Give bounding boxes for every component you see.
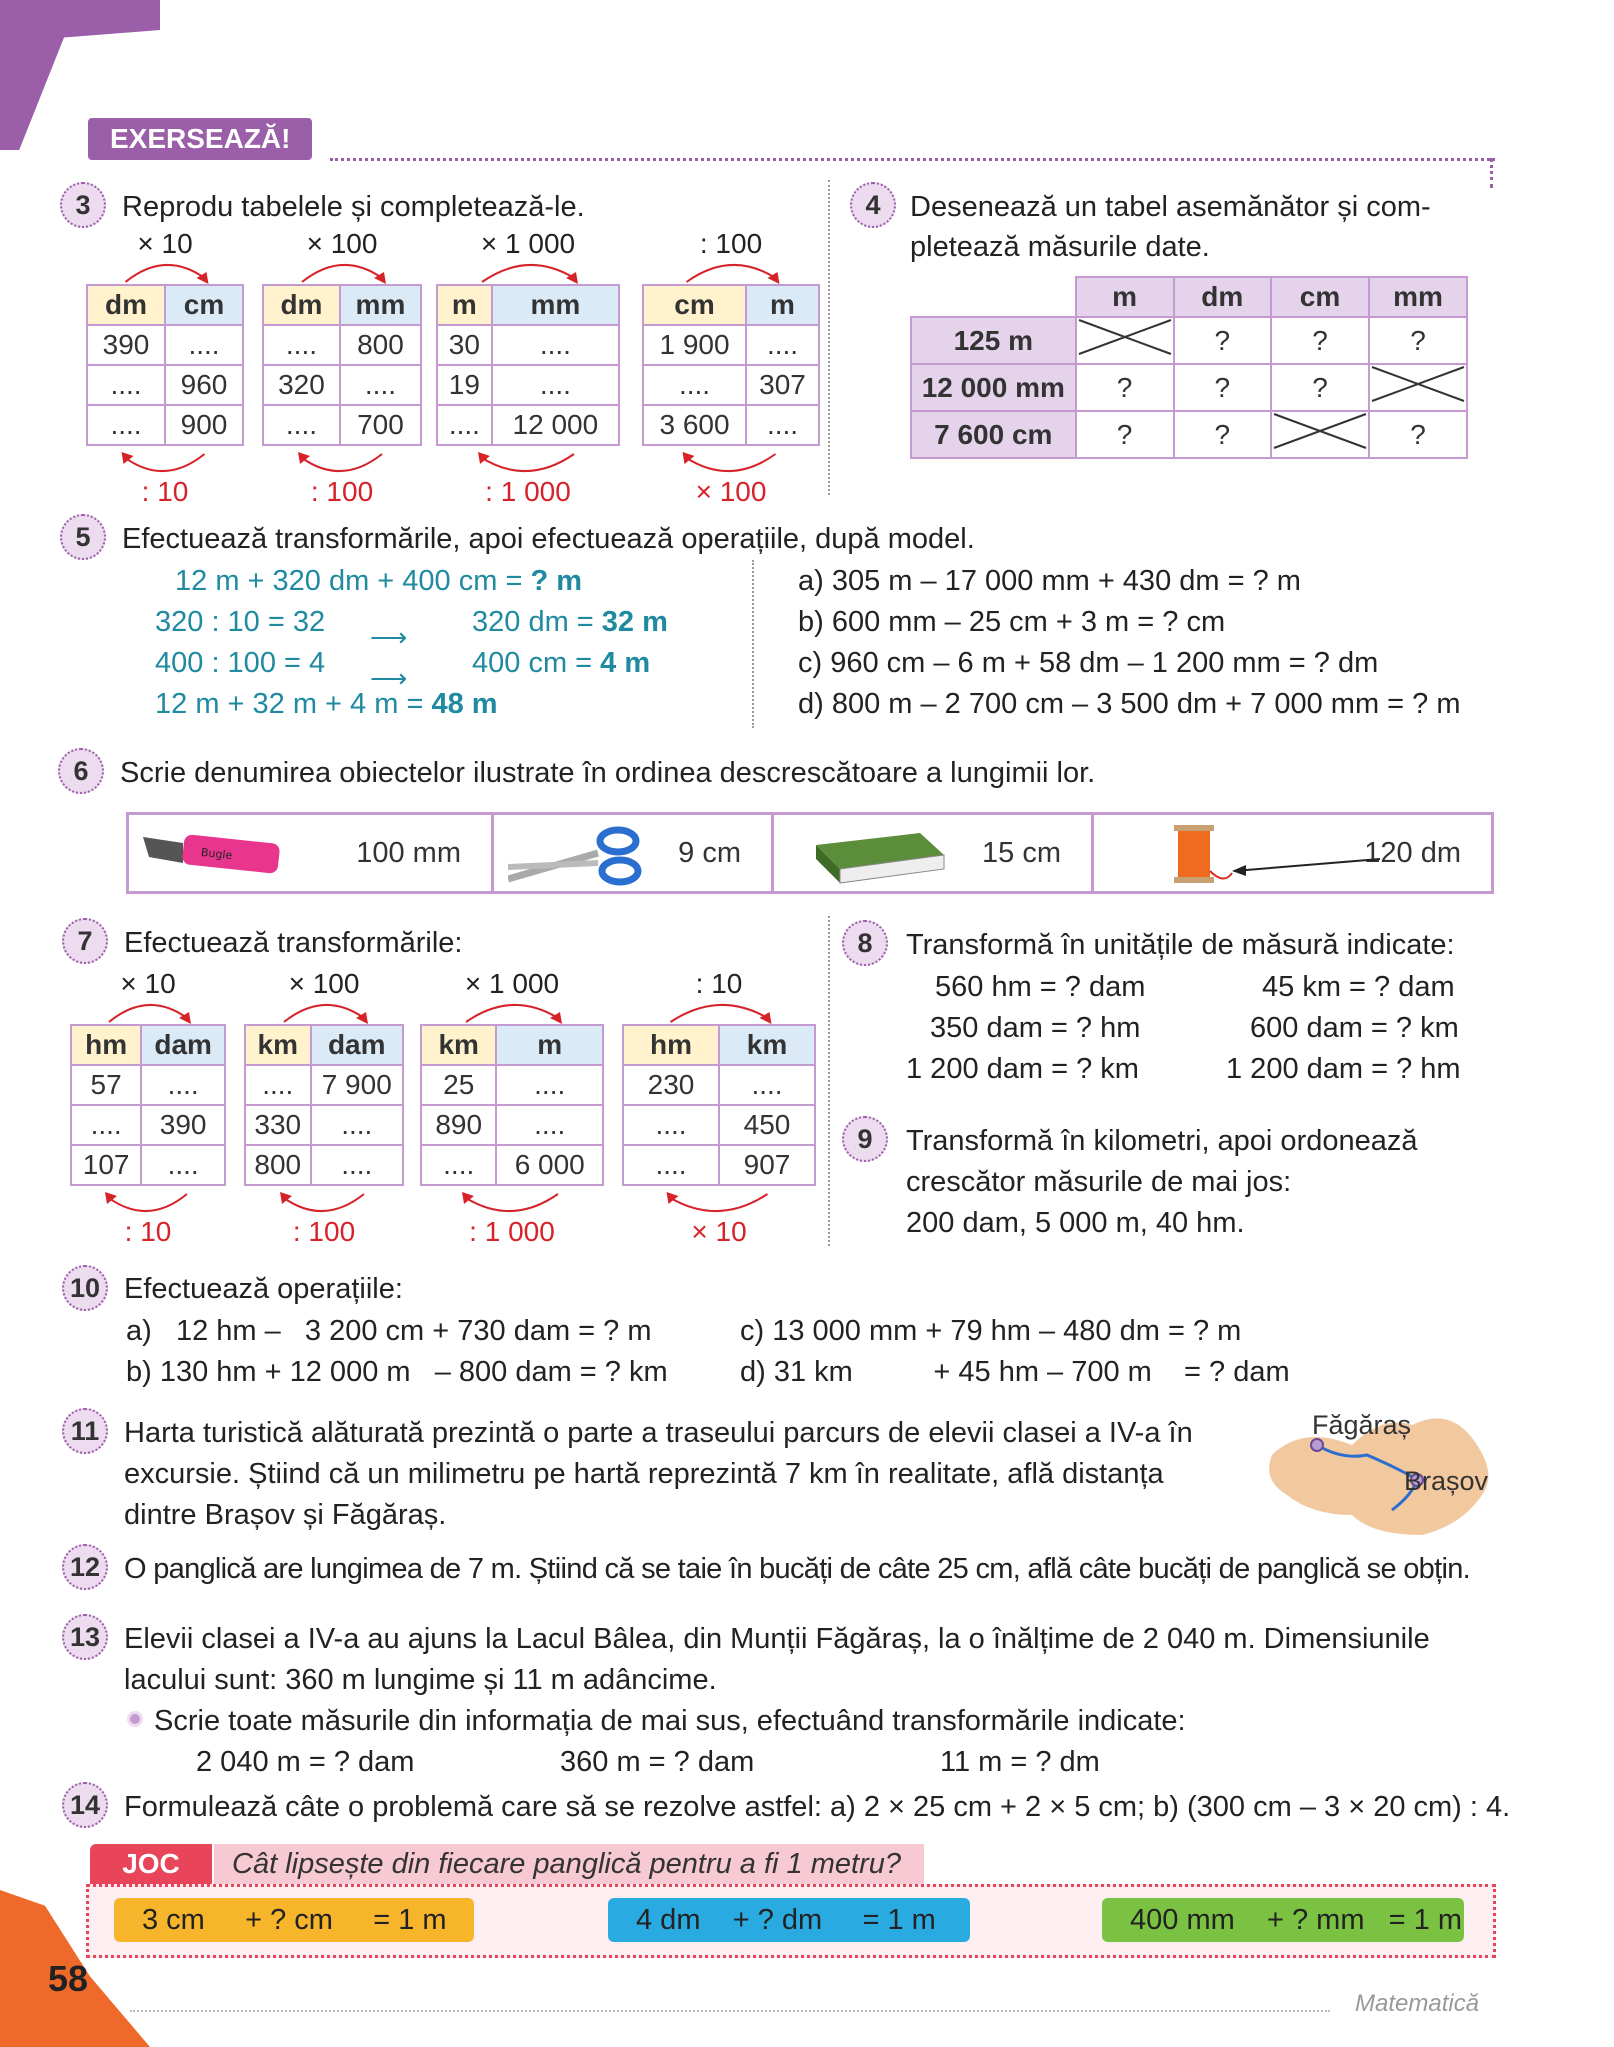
crossed-cell [1369, 364, 1467, 411]
table-cell: .... [311, 1145, 404, 1185]
table-cell: ? [1174, 411, 1271, 458]
exercise-9-line2: crescător măsurile de mai jos: [906, 1166, 1292, 1198]
exercise-number-14: 14 [62, 1782, 108, 1828]
column-divider [828, 180, 830, 495]
table-cell: 12 000 [492, 405, 619, 445]
table-cell: ? [1369, 317, 1467, 364]
table-cell: 230 [623, 1065, 719, 1105]
exercise-7-tables [70, 968, 830, 1253]
conversion-table-3 [436, 228, 620, 508]
scissors-icon [508, 823, 648, 889]
unit-header-left: cm [643, 285, 746, 325]
unit-header-right: m [746, 285, 819, 325]
exercise-7-title: Efectuează transformările: [124, 927, 463, 959]
table-cell: ? [1271, 317, 1369, 364]
conversion-grid [420, 1024, 604, 1186]
unit-header-left: dm [87, 285, 165, 325]
exercise-11-line3: dintre Brașov și Făgăraș. [124, 1499, 447, 1531]
subject-label: Matematică [1355, 1990, 1480, 2017]
exercise-8-l2b: 600 dam = ? km [1250, 1012, 1459, 1044]
crossed-cell [1271, 411, 1369, 458]
exercise-number-10: 10 [62, 1265, 108, 1311]
exercise-3-tables [86, 228, 826, 508]
table-row [245, 1065, 403, 1105]
table-row [263, 405, 421, 445]
unit-header-right: km [719, 1025, 815, 1065]
unit-header-left: m [437, 285, 492, 325]
top-operation-label: × 10 [120, 968, 176, 999]
bottom-operation-label: : 1 000 [469, 1216, 555, 1247]
top-operation-label: : 100 [699, 228, 763, 259]
table-cell: ? [1369, 411, 1467, 458]
unit-header-right: mm [340, 285, 421, 325]
header-dm: dm [1174, 277, 1271, 317]
exercise-4-table [910, 276, 1468, 459]
table-row [437, 325, 619, 365]
exercise-13-c: 11 m = ? dm [940, 1746, 1100, 1778]
conversion-table-3 [420, 968, 604, 1248]
table-cell: .... [311, 1105, 404, 1145]
conversion-table-2 [244, 968, 404, 1248]
top-operation-label: × 1 000 [464, 968, 560, 999]
cross-icon [1272, 412, 1368, 450]
model-divider [752, 560, 754, 728]
map-label-brasov: Brașov [1404, 1466, 1489, 1496]
bottom-operation-label: : 10 [141, 476, 189, 507]
exercise-4-title-line2: pletează măsurile date. [910, 231, 1210, 263]
row-label: 7 600 cm [911, 411, 1076, 458]
conversion-grid [622, 1024, 816, 1186]
page-number: 58 [48, 1958, 89, 1999]
table-row [643, 365, 819, 405]
table-row [437, 365, 619, 405]
ribbon-green: 400 mm + ? mm = 1 m [1102, 1898, 1464, 1942]
model-line-3: 400 : 100 = 4 [155, 647, 326, 679]
table-row [643, 405, 819, 445]
table-cell: 900 [165, 405, 243, 445]
bottom-operation-label: : 1 000 [485, 476, 571, 507]
table-cell: 390 [141, 1105, 225, 1145]
top-operation-label: : 10 [695, 968, 743, 999]
table-cell: .... [340, 365, 421, 405]
row-label: 12 000 mm [911, 364, 1076, 411]
top-arrow-icon [420, 996, 604, 1026]
top-operation-label: × 1 000 [480, 228, 576, 259]
arrow-icon: ⟶ [370, 663, 408, 693]
conversion-grid [244, 1024, 404, 1186]
conversion-table-4 [622, 968, 816, 1248]
table-cell: .... [746, 325, 819, 365]
table-row [71, 1145, 225, 1185]
exercise-number-9: 9 [842, 1116, 888, 1162]
table-cell: .... [437, 405, 492, 445]
bullet-icon [127, 1711, 143, 1727]
table-cell: 390 [87, 325, 165, 365]
exercise-12-text: O panglică are lungimea de 7 m. Știind că se taie în bucăți de câte 25 cm, află câte bucăți de panglică se obțin. [124, 1553, 1470, 1585]
exercise-number-11: 11 [62, 1408, 108, 1454]
table-cell: .... [492, 325, 619, 365]
table-cell: 3 600 [643, 405, 746, 445]
game-tag: JOC [90, 1844, 212, 1884]
model-line-4: 12 m + 32 m + 4 m = 48 m [155, 688, 498, 720]
table-cell: ? [1174, 317, 1271, 364]
exercise-9-line1: Transformă în kilometri, apoi ordonează [906, 1125, 1418, 1157]
exercise-number-5: 5 [60, 514, 106, 560]
table-cell: .... [263, 405, 340, 445]
exercise-9-line3: 200 dam, 5 000 m, 40 hm. [906, 1207, 1245, 1239]
table-cell: .... [165, 325, 243, 365]
arrow-icon: ⟶ [370, 622, 408, 652]
unit-header-right: dam [141, 1025, 225, 1065]
conversion-grid [86, 284, 244, 446]
table-cell: 19 [437, 365, 492, 405]
table-cell: 330 [245, 1105, 311, 1145]
exercise-4-title-line1: Desenează un tabel asemănător și com- [910, 191, 1431, 223]
table-row [87, 405, 243, 445]
map-label-fagaras: Făgăraș [1312, 1410, 1412, 1440]
bottom-operation-label: : 100 [310, 476, 374, 507]
table-row [421, 1145, 603, 1185]
exercise-number-8: 8 [842, 920, 888, 966]
table-row [71, 1105, 225, 1145]
object-thread [1094, 815, 1491, 891]
unit-header-left: km [245, 1025, 311, 1065]
exercise-10-a: a) 12 hm – 3 200 cm + 730 dam = ? m [126, 1315, 652, 1347]
objects-row [126, 812, 1494, 894]
table-cell: .... [623, 1145, 719, 1185]
table-cell: .... [746, 405, 819, 445]
highlighter-length: 100 mm [356, 836, 461, 869]
unit-header-right: dam [311, 1025, 404, 1065]
exercise-5-d: d) 800 m – 2 700 cm – 3 500 dm + 7 000 mm = ? m [798, 688, 1461, 720]
bottom-operation-label: × 100 [695, 476, 767, 507]
book-length: 15 cm [982, 836, 1061, 869]
bottom-operation-label: : 10 [124, 1216, 172, 1247]
model-line-1: 12 m + 320 dm + 400 cm = ? m [175, 565, 583, 597]
exercise-5-c: c) 960 cm – 6 m + 58 dm – 1 200 mm = ? dm [798, 647, 1379, 679]
unit-header-left: hm [71, 1025, 141, 1065]
table-cell: 800 [340, 325, 421, 365]
table-cell: .... [496, 1105, 603, 1145]
table-cell: 25 [421, 1065, 496, 1105]
exercise-13-line2: lacului sunt: 360 m lungime și 11 m adâncime. [124, 1664, 717, 1696]
table-row [71, 1065, 225, 1105]
conversion-table-1 [86, 228, 244, 508]
top-arrow-icon [244, 996, 404, 1026]
exercise-8-title: Transformă în unitățile de măsură indicate: [906, 929, 1455, 961]
section-header: EXERSEAZĂ! [88, 118, 312, 160]
unit-header-right: mm [492, 285, 619, 325]
exercise-number-7: 7 [62, 918, 108, 964]
exercise-number-4: 4 [850, 182, 896, 228]
table-cell: .... [87, 365, 165, 405]
table-row [437, 405, 619, 445]
table-cell: 907 [719, 1145, 815, 1185]
row-label: 125 m [911, 317, 1076, 364]
thread-length: 120 dm [1364, 836, 1461, 869]
scissors-length: 9 cm [678, 836, 741, 869]
table-cell: 6 000 [496, 1145, 603, 1185]
model-line-2: 320 : 10 = 32 [155, 606, 326, 638]
unit-header-left: hm [623, 1025, 719, 1065]
ribbon-blue: 4 dm + ? dm = 1 m [608, 1898, 970, 1942]
table-row [87, 365, 243, 405]
exercise-5-a: a) 305 m – 17 000 mm + 430 dm = ? m [798, 565, 1301, 597]
table-row [623, 1145, 815, 1185]
table-row [263, 365, 421, 405]
table-cell: .... [141, 1145, 225, 1185]
table-cell: 700 [340, 405, 421, 445]
exercise-10-c: c) 13 000 mm + 79 hm – 480 dm = ? m [740, 1315, 1242, 1347]
table-row [245, 1105, 403, 1145]
exercise-13-line3: Scrie toate măsurile din informația de mai sus, efectuând transformările indicate: [154, 1705, 1186, 1737]
unit-header-right: cm [165, 285, 243, 325]
exercise-10-b: b) 130 hm + 12 000 m – 800 dam = ? km [126, 1356, 668, 1388]
header-mm: mm [1369, 277, 1467, 317]
conversion-table-1 [70, 968, 226, 1248]
table-cell: 320 [263, 365, 340, 405]
object-scissors [494, 815, 774, 891]
svg-text:Bugle: Bugle [200, 845, 233, 863]
table-cell: .... [421, 1145, 496, 1185]
exercise-11-line1: Harta turistică alăturată prezintă o parte a traseului parcurs de elevii clasei a IV-a în [124, 1417, 1193, 1449]
conversion-grid [262, 284, 422, 446]
exercise-6-title: Scrie denumirea obiectelor ilustrate în ordinea descrescătoare a lungimii lor. [120, 757, 1096, 789]
table-cell: .... [141, 1065, 225, 1105]
top-arrow-icon [622, 996, 816, 1026]
book-icon [810, 825, 950, 887]
table-cell: 57 [71, 1065, 141, 1105]
exercise-number-6: 6 [58, 748, 104, 794]
top-arrow-icon [86, 256, 244, 286]
table-row [87, 325, 243, 365]
table-cell: 800 [245, 1145, 311, 1185]
table-cell: 107 [71, 1145, 141, 1185]
top-arrow-icon [262, 256, 422, 286]
conversion-grid [70, 1024, 226, 1186]
footer-divider [130, 2010, 1330, 2012]
table-cell: .... [492, 365, 619, 405]
table-row [911, 317, 1467, 364]
ribbon-yellow: 3 cm + ? cm = 1 m [114, 1898, 474, 1942]
empty-corner [911, 277, 1076, 317]
table-cell: 30 [437, 325, 492, 365]
header-divider [330, 158, 1495, 161]
table-row [623, 1105, 815, 1145]
exercise-8-l1a: 560 hm = ? dam [935, 971, 1146, 1003]
table-row [245, 1145, 403, 1185]
exercise-13-a: 2 040 m = ? dam [196, 1746, 415, 1778]
tourist-map [1262, 1385, 1502, 1545]
table-cell: 7 900 [311, 1065, 404, 1105]
exercise-14-text: Formulează câte o problemă care să se rezolve astfel: a) 2 × 25 cm + 2 × 5 cm; b) (300 cm – 3 × 20 cm) : 4. [124, 1791, 1511, 1823]
cross-icon [1077, 318, 1173, 356]
header-m: m [1076, 277, 1174, 317]
table-row [911, 411, 1467, 458]
conversion-grid [642, 284, 820, 446]
table-cell: .... [496, 1065, 603, 1105]
conversion-table-2 [262, 228, 422, 508]
exercise-5-title: Efectuează transformările, apoi efectuează operațiile, după model. [122, 523, 975, 555]
conversion-table-4 [642, 228, 820, 508]
exercise-5-b: b) 600 mm – 25 cm + 3 m = ? cm [798, 606, 1226, 638]
table-cell: .... [71, 1105, 141, 1145]
exercise-8-l3a: 1 200 dam = ? km [906, 1053, 1139, 1085]
table-row [643, 325, 819, 365]
object-highlighter [129, 815, 494, 891]
unit-header-right: m [496, 1025, 603, 1065]
unit-header-left: km [421, 1025, 496, 1065]
exercise-8-l3b: 1 200 dam = ? hm [1226, 1053, 1461, 1085]
exercise-13-b: 360 m = ? dam [560, 1746, 755, 1778]
table-row [421, 1105, 603, 1145]
top-operation-label: × 100 [306, 228, 378, 259]
top-operation-label: × 10 [137, 228, 193, 259]
exercise-13-line1: Elevii clasei a IV-a au ajuns la Lacul Bâlea, din Munții Făgăraș, la o înălțime de 2 040 m. Dimensiunile [124, 1623, 1430, 1655]
exercise-number-12: 12 [62, 1544, 108, 1590]
bottom-operation-label: : 100 [292, 1216, 356, 1247]
exercise-number-3: 3 [60, 182, 106, 228]
bottom-operation-label: × 10 [691, 1216, 747, 1247]
exercise-number-13: 13 [62, 1614, 108, 1660]
table-cell: ? [1076, 364, 1174, 411]
table-cell: 960 [165, 365, 243, 405]
table-cell: 890 [421, 1105, 496, 1145]
table-row [623, 1065, 815, 1105]
table-cell: ? [1174, 364, 1271, 411]
table-cell: ? [1076, 411, 1174, 458]
top-operation-label: × 100 [288, 968, 360, 999]
header-cm: cm [1271, 277, 1369, 317]
table-cell: .... [263, 325, 340, 365]
highlighter-icon [143, 829, 293, 879]
table-row [911, 364, 1467, 411]
model-line-3b: 400 cm = 4 m [472, 647, 651, 679]
table-cell: .... [245, 1065, 311, 1105]
exercise-8-l1b: 45 km = ? dam [1262, 971, 1455, 1003]
model-line-2b: 320 dm = 32 m [472, 606, 668, 638]
exercise-3-title: Reprodu tabelele și completează-le. [122, 191, 585, 223]
crossed-cell [1076, 317, 1174, 364]
top-arrow-icon [436, 256, 620, 286]
table-cell: ? [1271, 364, 1369, 411]
table-cell: .... [719, 1065, 815, 1105]
game-title: Cât lipsește din fiecare panglică pentru a fi 1 metru? [214, 1844, 924, 1884]
table-row [263, 325, 421, 365]
column-divider [828, 916, 830, 1246]
exercise-8-l2a: 350 dam = ? hm [930, 1012, 1141, 1044]
exercise-10-d: d) 31 km + 45 hm – 700 m = ? dam [740, 1356, 1290, 1388]
table-row [421, 1065, 603, 1105]
object-book [774, 815, 1094, 891]
conversion-grid [436, 284, 620, 446]
exercise-10-title: Efectuează operațiile: [124, 1273, 403, 1305]
table-cell: .... [623, 1105, 719, 1145]
top-arrow-icon [642, 256, 820, 286]
table-cell: 450 [719, 1105, 815, 1145]
thread-spool-icon [1174, 821, 1394, 891]
table-cell: .... [87, 405, 165, 445]
exercise-11-line2: excursie. Știind că un milimetru pe hartă reprezintă 7 km în realitate, află distanța [124, 1458, 1164, 1490]
unit-header-left: dm [263, 285, 340, 325]
header-divider-end [1490, 158, 1493, 188]
table-cell: .... [643, 365, 746, 405]
top-arrow-icon [70, 996, 226, 1026]
table-cell: 307 [746, 365, 819, 405]
table-cell: 1 900 [643, 325, 746, 365]
cross-icon [1370, 365, 1466, 403]
